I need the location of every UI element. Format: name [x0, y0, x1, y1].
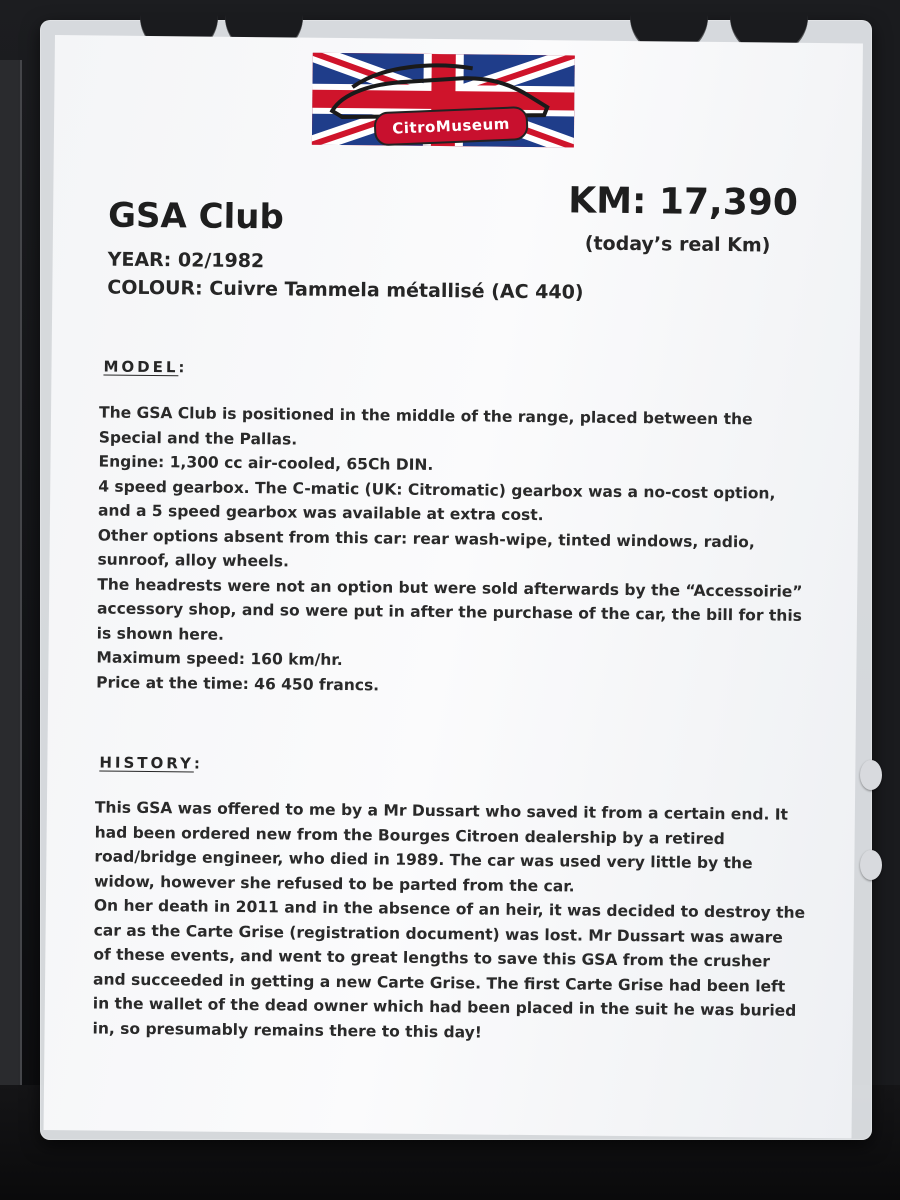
- colour-label: COLOUR:: [107, 276, 203, 300]
- year-value: 02/1982: [177, 249, 265, 273]
- neighbor-sign-left: [0, 60, 22, 1090]
- model-line: The GSA Club is positioned in the middle of the range, placed between the Special and the Pallas.: [98, 403, 753, 449]
- neighbor-sign-right: [870, 0, 900, 1100]
- history-paragraph: This GSA was offered to me by a Mr Dussart who saved it from a certain end. It had been ordered new from the Bourges Citroen dealership by a retired road/bridge engineer, who died in 1989. The car was used very little by the widow, however she refused to be parted from the car.: [94, 798, 789, 895]
- model-text: [96, 400, 811, 701]
- model-line: Maximum speed: 160 km/hr.: [96, 648, 343, 670]
- km-note: (today’s real Km): [584, 232, 771, 257]
- colour-line: [107, 277, 583, 304]
- km-reading: [568, 180, 798, 223]
- history-text: [92, 795, 807, 1047]
- year-line: [108, 249, 265, 273]
- logo-badge: CitroMuseum: [373, 106, 528, 146]
- model-line: Price at the time: 46 450 francs.: [96, 672, 380, 694]
- model-heading-colon: :: [178, 358, 188, 377]
- citromuseum-logo: [312, 53, 575, 148]
- km-value: 17,390: [658, 181, 799, 224]
- sleeve-tab: [860, 760, 882, 790]
- history-heading-text: HISTORY: [99, 753, 194, 773]
- model-line: Other options absent from this car: rear wash-wipe, tinted windows, radio, sunroof, alloy wheels.: [97, 525, 755, 571]
- year-label: YEAR:: [107, 248, 172, 272]
- history-paragraph: On her death in 2011 and in the absence of an heir, it was decided to destroy the car as the Carte Grise (registration document) was lost. Mr Dussart was aware of these events, and went to great lengths to save this GSA from the crusher and succeeded in getting a new Carte Grise. The first Carte Grise had been left in the wallet of the dead owner which had been placed in the suit he was buried in, so presumably remains there to this day!: [92, 896, 806, 1042]
- model-heading: [103, 358, 187, 377]
- info-sheet: [44, 35, 863, 1138]
- km-label: KM:: [568, 180, 647, 223]
- model-line: The headrests were not an option but were sold afterwards by the “Accessoirie” accessory shop, and so were put in after the purchase of the car, the bill for this is shown here.: [96, 574, 803, 644]
- history-heading-colon: :: [193, 754, 203, 773]
- model-heading-text: MODEL: [103, 357, 179, 377]
- sleeve-tab: [860, 850, 882, 880]
- history-heading: [99, 754, 203, 773]
- car-title: GSA Club: [107, 195, 285, 238]
- model-line: Engine: 1,300 cc air-cooled, 65Ch DIN.: [98, 452, 434, 474]
- colour-value: Cuivre Tammela métallisé (AC 440): [209, 277, 584, 304]
- model-line: 4 speed gearbox. The C-matic (UK: Citromatic) gearbox was a no-cost option, and a 5 speed gearbox was available at extra cost.: [97, 476, 776, 525]
